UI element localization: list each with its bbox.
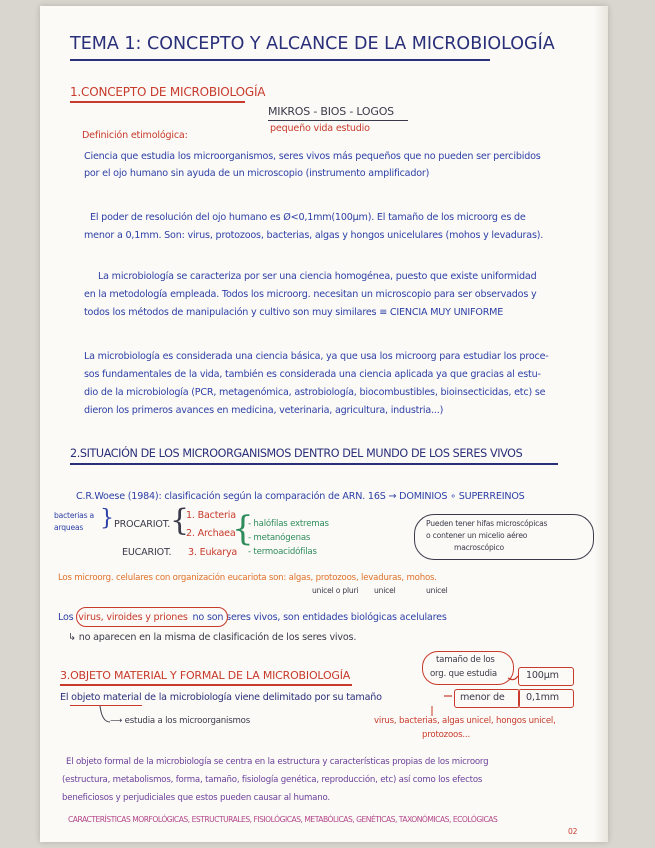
homogeneous-line-2: en la metodología empleada. Todos los microorg. necesitan un microscopio para ser observados y	[84, 289, 537, 300]
section-1-heading: 1.CONCEPTO DE MICROBIOLOGÍA	[70, 85, 266, 99]
material-object-line: El objeto material de la microbiología viene delimitado por su tamaño	[60, 692, 382, 703]
fungi-note-line-3: macroscópico	[454, 543, 504, 552]
domain-eukarya: 3. Eukarya	[188, 547, 238, 558]
basic-science-line-2: sos fundamentales de la vida, también es considerada una ciencia aplicada ya que gracias al estu-	[84, 369, 541, 380]
page-mark: 02	[568, 827, 578, 836]
characteristics-line: CARACTERÍSTICAS MORFOLÓGICAS, ESTRUCTURALES, FISIOLÓGICAS, METABÓLICAS, GENÉTICAS, TAXONÓMICAS, ECOLÓGICAS	[68, 815, 498, 824]
virus-arrow-line: ↳ no aparecen en la misma de clasificación de los seres vivos.	[68, 632, 357, 643]
menor-label: menor de	[460, 692, 505, 703]
study-arrow-icon: ⟶	[110, 716, 125, 726]
def-line-2: por el ojo humano sin ayuda de un microscopio (instrumento amplificador)	[84, 168, 430, 179]
fungi-note-line-2: o contener un micelio aéreo	[426, 531, 528, 540]
notebook-page	[40, 6, 608, 842]
eukaryote-sub-algae: unicel o pluri	[312, 586, 359, 595]
archaea-methanogens: - metanógenas	[248, 533, 311, 543]
organism-list-line-1: virus, bacterias, algas unicel, hongos unicel,	[374, 716, 556, 726]
basic-science-line-1: La microbiología es considerada una ciencia básica, ya que usa los microorg para estudiar los proce-	[84, 351, 549, 362]
domain-archaea: 2. Archaea	[186, 528, 236, 539]
annotation-arrows	[40, 6, 608, 842]
bact-arq-brace: }	[100, 506, 114, 531]
size-note-arrow	[508, 676, 518, 680]
woese-line: C.R.Woese (1984): clasificación según la comparación de ARN. 16S → DOMINIOS ∘ SUPERREINOS	[76, 491, 525, 502]
homogeneous-line-3: todos los métodos de manipulación y cultivo son muy similares ≡ CIENCIA MUY UNIFORME	[84, 307, 504, 318]
organism-list-line-2: protozoos...	[422, 730, 470, 740]
value-100um: 100μm	[526, 670, 559, 681]
material-arrow	[100, 706, 110, 722]
etymology-meanings: pequeño vida estudio	[270, 123, 370, 134]
virus-circled-text: virus, viroides y priones	[78, 612, 188, 623]
resolution-line-1: El poder de resolución del ojo humano es Ø<0,1mm(100μm). El tamaño de los microorg es de	[90, 212, 526, 223]
archaea-halophiles: - halófilas extremas	[248, 519, 329, 529]
virus-line-pre: Los	[58, 612, 77, 623]
section-3-heading: 3.OBJETO MATERIAL Y FORMAL DE LA MICROBIOLOGÍA	[60, 669, 351, 682]
eukaryote-sub-yeast: unicel	[426, 586, 448, 595]
size-note-line-2: org. que estudia	[430, 669, 497, 679]
homogeneous-line-1: La microbiología se caracteriza por ser una ciencia homogénea, puesto que existe uniformidad	[98, 271, 537, 282]
procariot-label: PROCARIOT.	[114, 519, 171, 530]
eucariot-label: EUCARIOT.	[122, 547, 172, 558]
archaea-brace: {	[232, 509, 254, 549]
virus-line-post: no son seres vivos, son entidades biológicas acelulares	[189, 612, 447, 623]
size-note-line-1: tamaño de los	[436, 655, 495, 665]
resolution-line-2: menor a 0,1mm. Son: virus, protozoos, bacterias, algas y hongos unicelulares (mohos y levaduras).	[84, 230, 544, 241]
bact-arq-label-1: bacterias a	[54, 511, 95, 520]
etymology-words: MIKROS - BIOS - LOGOS	[268, 105, 394, 118]
formal-object-line-2: (estructura, metabolismos, forma, tamaño, fisiología genética, reproducción, etc) así como los efectos	[62, 775, 483, 785]
basic-science-line-3: dio de la microbiología (PCR, metagenómica, astrobiología, biocombustibles, bioinsecticidas, etc) se	[84, 387, 546, 398]
formal-object-line-3: beneficiosos y perjudiciales que estos pueden causar al humano.	[62, 793, 330, 803]
def-line-1: Ciencia que estudia los microorganismos, seres vivos más pequeños que no pueden ser percibidos	[84, 151, 541, 162]
procariot-brace: {	[170, 503, 190, 538]
eukaryote-line: Los microorg. celulares con organización eucariota son: algas, protozoos, levaduras, mohos.	[58, 573, 437, 583]
page-title: TEMA 1: CONCEPTO Y ALCANCE DE LA MICROBIOLOGÍA	[70, 34, 555, 54]
etymology-label: Definición etimológica:	[82, 130, 188, 141]
formal-object-line-1: El objeto formal de la microbiología se centra en la estructura y características propias de los microorg	[66, 757, 489, 767]
archaea-thermoacidophiles: - termoacidófilas	[248, 547, 317, 557]
eukaryote-sub-protozoa: unicel	[374, 586, 396, 595]
study-arrow-label: estudia a los microorganismos	[124, 716, 250, 726]
basic-science-line-4: dieron los primeros avances en medicina, veterinaria, agricultura, industria...)	[84, 405, 444, 416]
bact-arq-label-2: arqueas	[54, 523, 84, 532]
domain-bacteria: 1. Bacteria	[186, 510, 236, 521]
section-2-heading: 2.SITUACIÓN DE LOS MICROORGANISMOS DENTRO DEL MUNDO DE LOS SERES VIVOS	[70, 447, 523, 460]
fungi-note-line-1: Pueden tener hifas microscópicas	[426, 519, 548, 528]
value-01mm: 0,1mm	[526, 692, 559, 703]
